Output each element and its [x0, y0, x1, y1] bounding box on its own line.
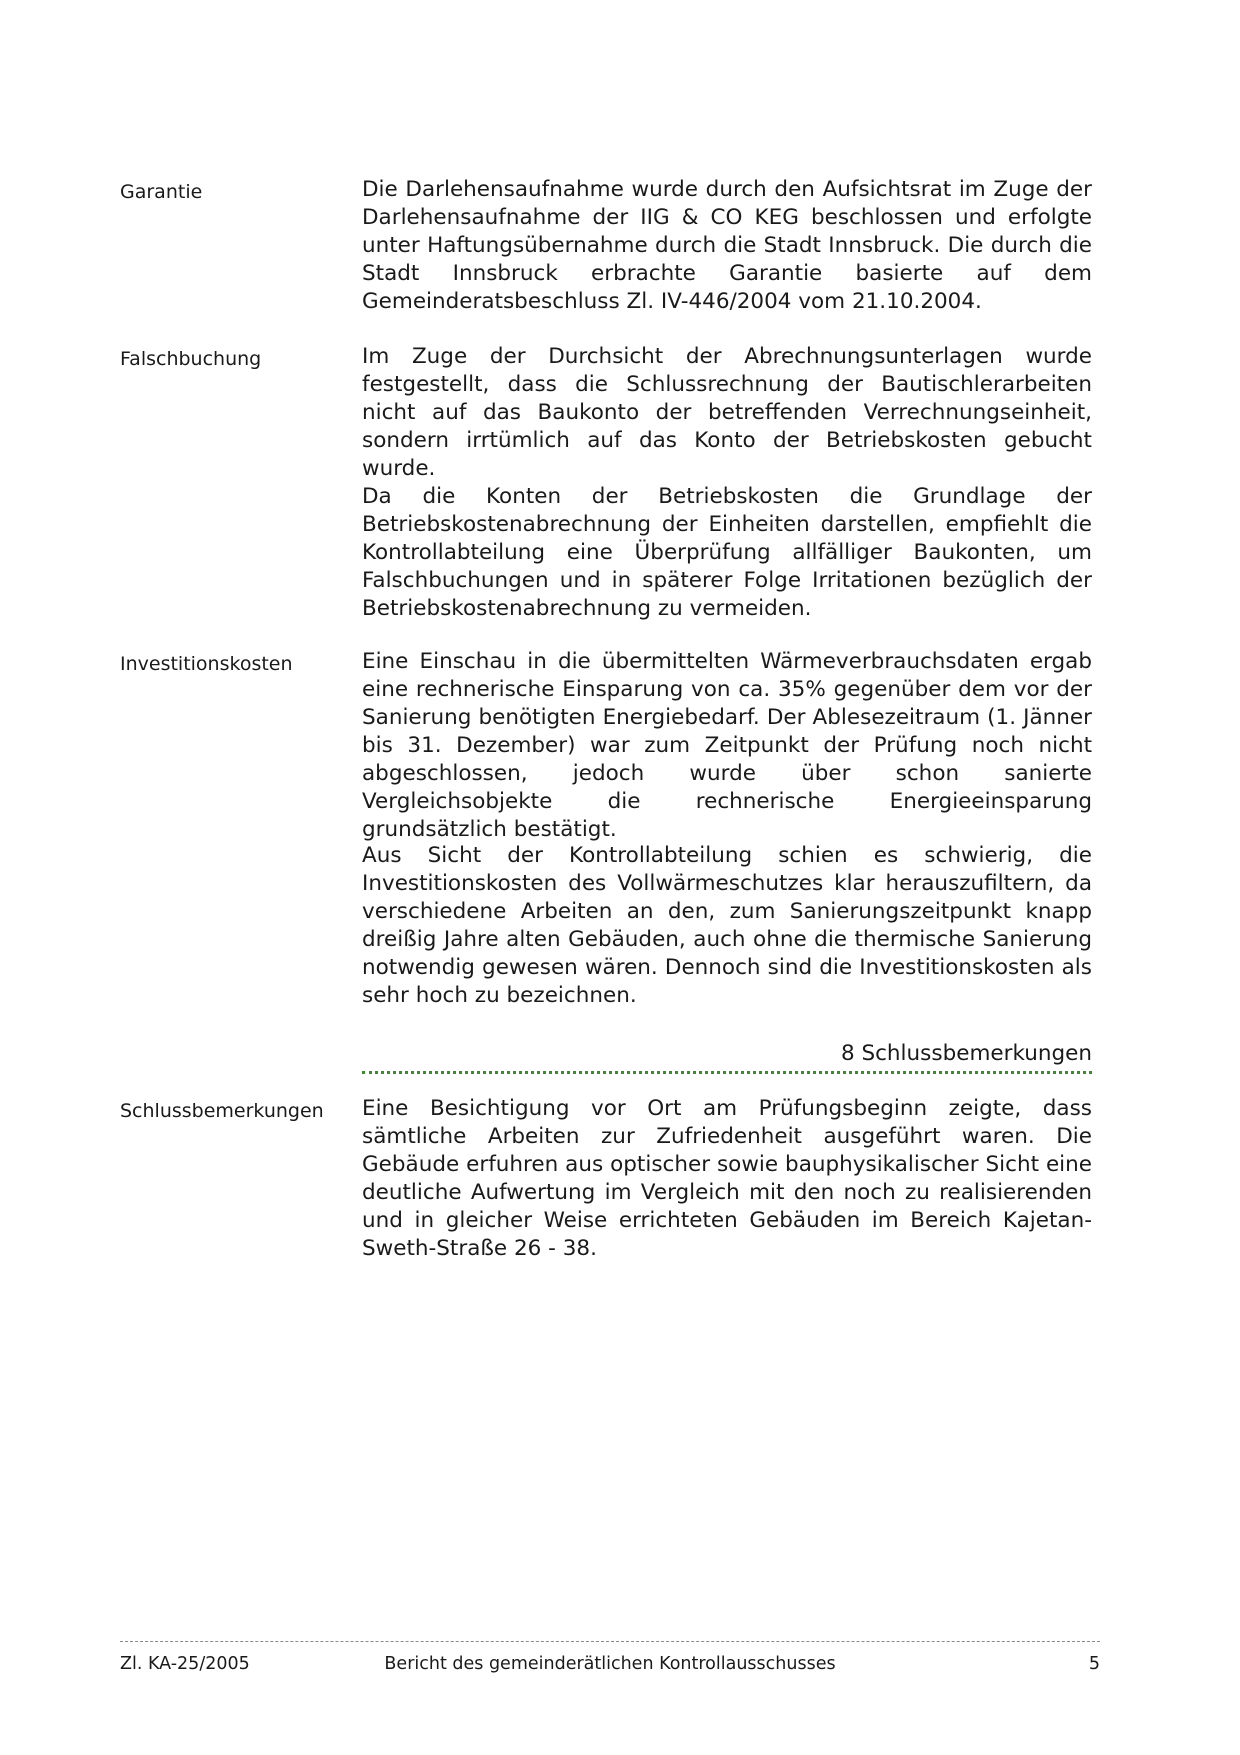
footer-title: Bericht des gemeinderätlichen Kontrollausschusses: [384, 1654, 836, 1674]
paragraph: Im Zuge der Durchsicht der Abrechnungsunterlagen wurde festgestellt, dass die Schlussrechnung der Bautischlerarbeiten nicht auf das Baukonto der betreffenden Verrechnungseinheit, sondern irrtümlich auf das Konto der Betriebskosten gebucht wurde.: [362, 344, 1092, 481]
paragraph: Da die Konten der Betriebskosten die Grundlage der Betriebskostenabrechnung der Einheiten darstellen, empfiehlt die Kontrollabteilung eine Überprüfung allfälliger Baukonten, um Falschbuchungen und in späterer Folge Irritationen bezüglich der Betriebskostenabrechnung zu vermeiden.: [362, 484, 1092, 621]
margin-label-falschbuchung: Falschbuchung: [120, 348, 262, 370]
section-body: [362, 343, 1092, 483]
page-footer: [120, 1652, 1100, 1676]
margin-label-schlussbemerkungen: Schlussbemerkungen: [120, 1100, 324, 1122]
footer-rule: [120, 1641, 1100, 1642]
section-body: [362, 483, 1092, 623]
footer-reference: Zl. KA-25/2005: [120, 1654, 250, 1674]
page-number: 5: [1088, 1654, 1100, 1674]
section-body: [362, 842, 1092, 1010]
margin-label-investitionskosten: Investitionskosten: [120, 653, 293, 675]
section-body: [362, 648, 1092, 844]
paragraph: Die Darlehensaufnahme wurde durch den Aufsichtsrat im Zuge der Darlehensaufnahme der IIG & CO KEG beschlossen und erfolgte unter Haftungsübernahme durch die Stadt Innsbruck. Die durch die Stadt Innsbruck erbrachte Garantie basierte auf dem Gemeinderatsbeschluss Zl. IV-446/2004 vom 21.10.2004.: [362, 177, 1092, 314]
paragraph: Eine Einschau in die übermittelten Wärmeverbrauchsdaten ergab eine rechnerische Einsparung von ca. 35% gegenüber dem vor der Sanierung benötigten Energiebedarf. Der Ablesezeitraum (1. Jänner bis 31. Dezember) war zum Zeitpunkt der Prüfung noch nicht abgeschlossen, jedoch wurde über schon sanierte Vergleichsobjekte die rechnerische Energieeinsparung grundsätzlich bestätigt.: [362, 649, 1092, 842]
section-body: [362, 176, 1092, 316]
paragraph: Aus Sicht der Kontrollabteilung schien es schwierig, die Investitionskosten des Vollwärmeschutzes klar herauszufiltern, da verschiedene Arbeiten an den, zum Sanierungszeitpunkt knapp dreißig Jahre alten Gebäuden, auch ohne die thermische Sanierung notwendig gewesen wären. Dennoch sind die Investitionskosten als sehr hoch zu bezeichnen.: [362, 843, 1092, 1008]
section-body: [362, 1095, 1092, 1263]
paragraph: Eine Besichtigung vor Ort am Prüfungsbeginn zeigte, dass sämtliche Arbeiten zur Zufriedenheit ausgeführt waren. Die Gebäude erfuhren aus optischer sowie bauphysikalischer Sicht eine deutliche Aufwertung im Vergleich mit den noch zu realisierenden und in gleicher Weise errichteten Gebäuden im Bereich Kajetan-Sweth-Straße 26 - 38.: [362, 1096, 1092, 1261]
chapter-heading-rule: [362, 1071, 1092, 1074]
margin-label-garantie: Garantie: [120, 181, 203, 203]
chapter-heading: [362, 1040, 1092, 1074]
chapter-heading-text: 8 Schlussbemerkungen: [840, 1041, 1092, 1066]
